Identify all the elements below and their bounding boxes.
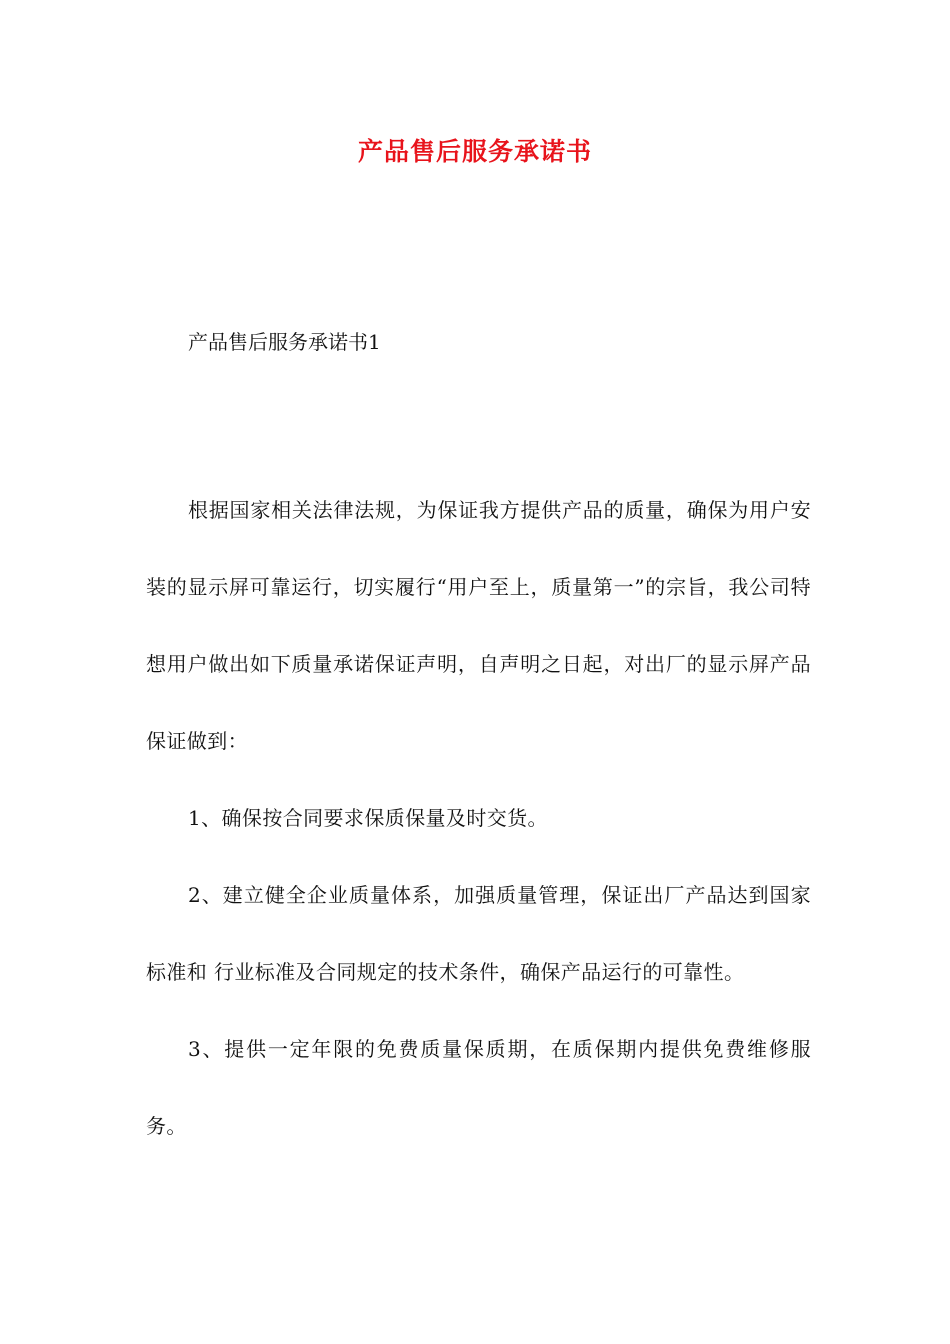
section-heading: 产品售后服务承诺书1 [188, 330, 381, 354]
document-body [146, 472, 811, 1165]
commitment-item-3: 3、提供一定年限的免费质量保质期，在质保期内提供免费维修服务。 [146, 1037, 811, 1138]
commitment-item-1: 1、确保按合同要求保质保量及时交货。 [188, 806, 548, 830]
intro-paragraph: 根据国家相关法律法规，为保证我方提供产品的质量，确保为用户安装的显示屏可靠运行，切实履行“用户至上，质量第一”的宗旨，我公司特想用户做出如下质量承诺保证声明，自声明之日起，对出厂的显示屏产品保证做到： [146, 498, 811, 753]
commitment-item-2: 2、建立健全企业质量体系，加强质量管理，保证出厂产品达到国家标准和 行业标准及合同规定的技术条件，确保产品运行的可靠性。 [146, 883, 811, 984]
document-title: 产品售后服务承诺书 [357, 137, 592, 166]
